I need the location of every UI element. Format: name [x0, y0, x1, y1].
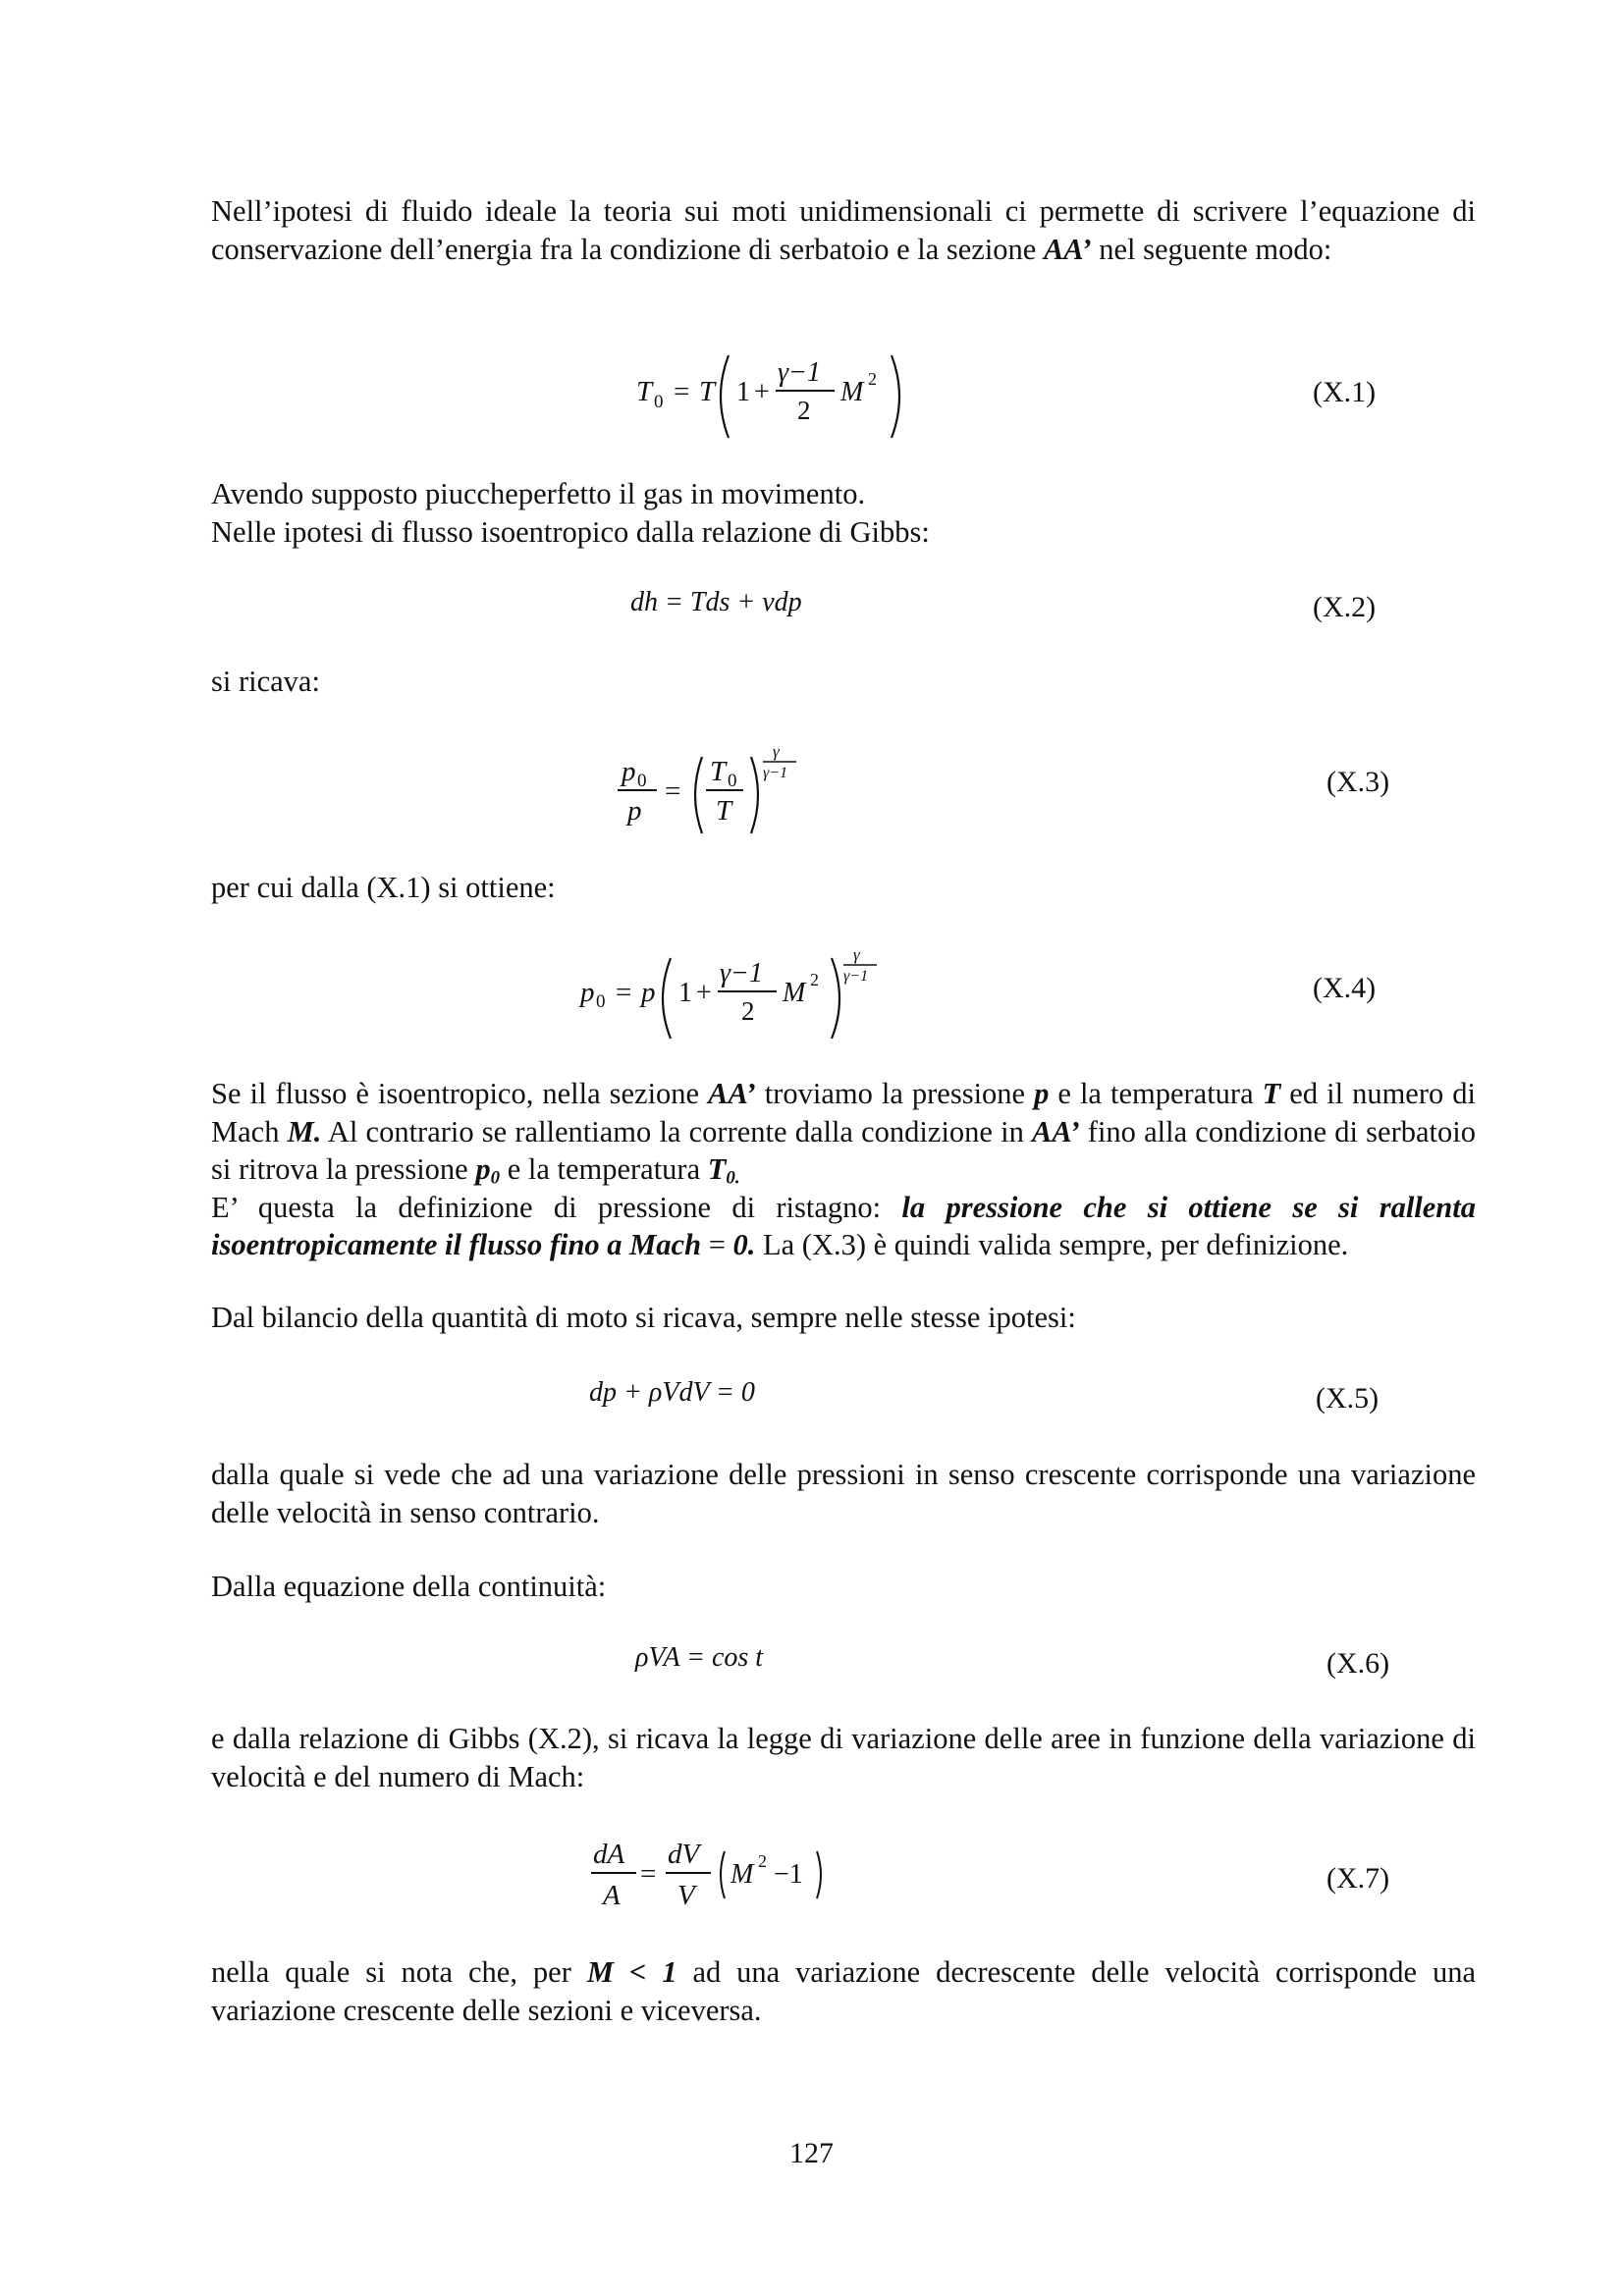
eq-x7-dV: dV	[668, 1839, 700, 1870]
paragraph-si-ricava: si ricava:	[211, 665, 320, 698]
eq-x3-T0: T	[710, 756, 727, 787]
equation-label-x6: (X.6)	[1326, 1647, 1390, 1680]
equation-label-x4: (X.4)	[1313, 972, 1377, 1004]
eq-x4-sq: 2	[810, 970, 819, 989]
paragraph-conclusione: nella quale si nota che, per M < 1 ad una variazione decrescente delle velocità corrisponde una variazione crescente delle sezioni e viceversa.	[211, 1955, 1477, 2027]
eq-x3-p: p	[627, 795, 642, 827]
equation-x6	[633, 1636, 830, 1680]
eq-x4-p0: p	[580, 977, 595, 1008]
eq-x3-exp-num: γ	[773, 742, 780, 761]
equation-x3	[614, 741, 830, 839]
eq-x7-right-paren	[817, 1851, 821, 1898]
eq-x1-sq: 2	[868, 369, 877, 389]
paragraph-gas: Avendo supposto piuccheperfetto il gas in movimento. Nelle ipotesi di flusso isoentropico dalla relazione di Gibbs:	[211, 477, 930, 549]
paragraph-bilancio: Dal bilancio della quantità di moto si ricava, sempre nelle stesse ipotesi:	[211, 1301, 1076, 1334]
equation-x5	[587, 1371, 842, 1415]
eq-x3-exp-den: γ−1	[763, 765, 788, 781]
eq-x3-equals: =	[665, 775, 681, 807]
eq-x1-T: T	[699, 376, 716, 407]
eq-x7-A: A	[603, 1880, 621, 1911]
eq-x1-equals: =	[674, 376, 690, 407]
eq-x7-equals: =	[640, 1858, 657, 1890]
equation-label-x7: (X.7)	[1326, 1862, 1390, 1895]
eq-x4-left-paren	[663, 958, 671, 1039]
equation-x7	[589, 1824, 844, 1922]
eq-x4-M: M	[783, 978, 806, 1008]
equation-x2	[628, 581, 884, 624]
eq-x3-left-paren	[695, 757, 702, 833]
eq-x6-expression: ρVA = cos t	[635, 1642, 764, 1673]
eq-x4-one: 1	[678, 978, 692, 1008]
equation-label-x3: (X.3)	[1326, 766, 1390, 798]
eq-x7-dA: dA	[593, 1839, 625, 1870]
page-number: 127	[789, 2137, 834, 2169]
eq-x4-num: γ−1	[720, 958, 763, 988]
equation-x1	[628, 346, 943, 444]
eq-x1-right-paren	[892, 355, 899, 438]
eq-x3-T: T	[716, 795, 732, 827]
paragraph-isoentropico: Se il flusso è isoentropico, nella sezione AA’ troviamo la pressione p e la temperatura T ed il numero di Mach M. Al contrario se rallentiamo la corrente dalla condizione in AA’ fino alla condizione di serbatoio si ritrova la pressione $p_0$ e la temperatura $T_{0.}$ E’ questa la definizione di pressione di ristagno: la pressione che si ottiene se si rallenta isoentropicamente il flusso fino a Mach = 0. La (X.3) è quindi valida sempre, per definizione.	[211, 1077, 1476, 1261]
eq-x4-right-paren	[832, 958, 839, 1039]
paragraph-continuita: Dalla equazione della continuità:	[211, 1570, 607, 1603]
equation-label-x1: (X.1)	[1313, 376, 1377, 408]
eq-x2-expression: dh = Tds + vdp	[630, 587, 802, 617]
paragraph-variazione: dalla quale si vede che ad una variazione delle pressioni in senso crescente corrisponde una variazione delle velocità in senso contrario.	[211, 1458, 1476, 1529]
eq-x3-p0-sub: 0	[637, 771, 647, 791]
eq-x1-one: 1	[736, 377, 750, 407]
paragraph-intro: Nell’ipotesi di fluido ideale la teoria sui moti unidimensionali ci permette di scrivere l’equazione di conservazione dell’energia fra la condizione di serbatoio e la sezione AA’ nel seguente modo:	[211, 194, 1476, 266]
equation-label-x2: (X.2)	[1313, 591, 1377, 623]
eq-x4-p0-sub: 0	[596, 991, 606, 1012]
eq-x4-p: p	[641, 977, 656, 1008]
eq-x1-lhs: T	[636, 376, 653, 407]
eq-x1-plus: +	[754, 377, 770, 407]
eq-x1-left-paren	[721, 355, 729, 438]
eq-x7-M: M	[730, 1859, 754, 1890]
eq-x4-plus: +	[696, 978, 712, 1008]
eq-x1-M: M	[840, 377, 864, 407]
eq-x7-left-paren	[721, 1851, 725, 1898]
eq-x1-num: γ−1	[778, 357, 821, 388]
eq-x4-exp-num: γ	[853, 945, 860, 964]
eq-x5-expression: dp + ρVdV = 0	[589, 1377, 755, 1408]
eq-x1-den: 2	[797, 396, 811, 425]
eq-x4-den: 2	[741, 996, 755, 1026]
equation-label-x5: (X.5)	[1316, 1382, 1380, 1415]
eq-x3-p0: p	[622, 756, 636, 787]
eq-x4-equals: =	[616, 977, 632, 1008]
eq-x7-sq: 2	[758, 1851, 767, 1871]
eq-x4-exp-den: γ−1	[843, 968, 869, 985]
eq-x1-lhs-sub: 0	[654, 392, 664, 412]
eq-x7-minus-one: −1	[774, 1859, 803, 1890]
paragraph-per-cui: per cui dalla (X.1) si ottiene:	[211, 871, 556, 904]
equation-x4	[574, 940, 908, 1039]
eq-x3-T0-sub: 0	[728, 771, 737, 791]
eq-x3-right-paren	[751, 757, 758, 833]
paragraph-gibbs-aree: e dalla relazione di Gibbs (X.2), si ricava la legge di variazione delle aree in funzione della variazione di velocità e del numero di Mach:	[211, 1722, 1476, 1793]
eq-x7-V: V	[677, 1880, 695, 1911]
